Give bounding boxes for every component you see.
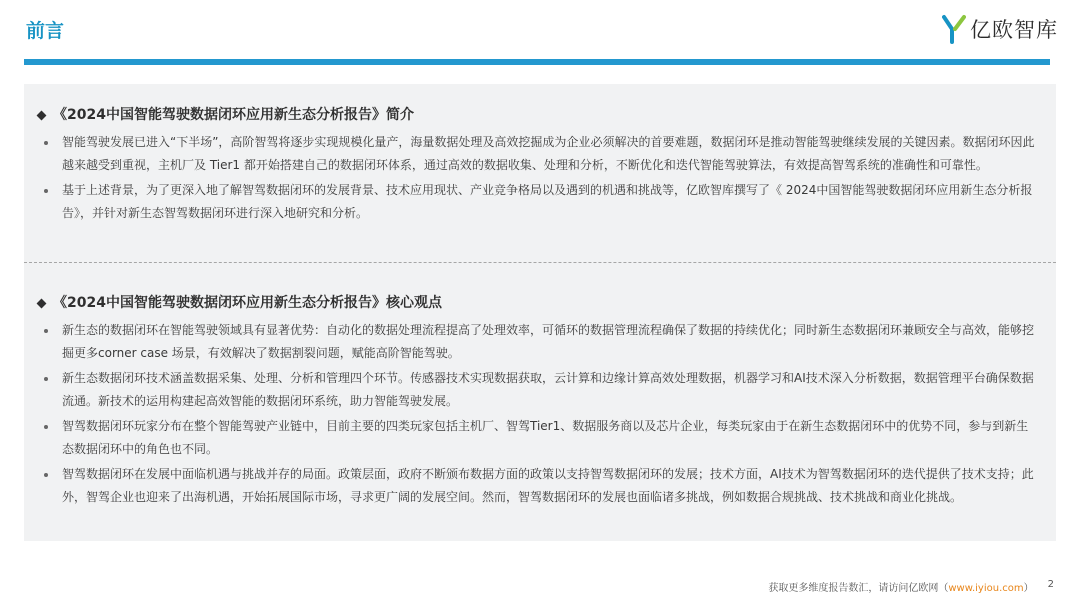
intro-section <box>24 106 1056 227</box>
diamond-bullet-icon <box>37 298 47 308</box>
list-item: 基于上述背景，为了更深入地了解智驾数据闭环的发展背景、技术应用现状、产业竞争格局以及遇到的机遇和挑战等，亿欧智库撰写了《 2024中国智能驾驶数据闭环应用新生态分析报告》，并针对新生态智驾数据闭环进行深入地研究和分析。 <box>36 179 1036 225</box>
section-heading <box>36 106 1036 124</box>
yiou-logo-icon <box>942 14 966 44</box>
footer-text-prefix: 获取更多维度报告数汇，请访问亿欧网（ <box>768 583 949 594</box>
page-number: 2 <box>1047 579 1054 590</box>
bullet-list <box>36 319 1036 509</box>
page-title: 前言 <box>26 20 65 42</box>
diamond-bullet-icon <box>37 110 47 120</box>
footer-text-suffix: ） <box>1023 583 1034 594</box>
section-divider <box>24 262 1056 263</box>
list-item: 智驾数据闭环在发展中面临机遇与挑战并存的局面。政策层面，政府不断颁布数据方面的政策以支持智驾数据闭环的发展；技术方面，AI技术为智驾数据闭环的迭代提供了技术支持；此外，智驾企业也迎来了出海机遇，开始拓展国际市场，寻求更广阔的发展空间。然而，智驾数据闭环的发展也面临诸多挑战，例如数据合规挑战、技术挑战和商业化挑战。 <box>36 463 1036 509</box>
section-heading <box>36 294 1036 312</box>
list-item: 智能驾驶发展已进入“下半场”，高阶智驾将逐步实现规模化量产，海量数据处理及高效挖掘成为企业必须解决的首要难题，数据闭环是推动智能驾驶继续发展的关键因素。数据闭环因此越来越受到重视，主机厂及 Tier1 都开始搭建自己的数据闭环体系，通过高效的数据收集、处理和分析，不断优化和迭代智能驾驶算法，有效提高智驾系统的准确性和可靠性。 <box>36 131 1036 177</box>
footer <box>768 579 1054 594</box>
header-divider <box>24 59 1050 65</box>
core-views-section <box>24 294 1056 511</box>
list-item: 新生态的数据闭环在智能驾驶领域具有显著优势：自动化的数据处理流程提高了处理效率，可循环的数据管理流程确保了数据的持续优化；同时新生态数据闭环兼顾安全与高效，能够挖掘更多corner case 场景，有效解决了数据割裂问题，赋能高阶智能驾驶。 <box>36 319 1036 365</box>
list-item: 新生态数据闭环技术涵盖数据采集、处理、分析和管理四个环节。传感器技术实现数据获取，云计算和边缘计算高效处理数据，机器学习和AI技术深入分析数据，数据管理平台确保数据流通。新技术的运用构建起高效智能的数据闭环系统，助力智能驾驶发展。 <box>36 367 1036 413</box>
list-item: 智驾数据闭环玩家分布在整个智能驾驶产业链中，目前主要的四类玩家包括主机厂、智驾Tier1、数据服务商以及芯片企业，每类玩家由于在新生态数据闭环中的优势不同，参与到新生态数据闭环中的角色也不同。 <box>36 415 1036 461</box>
section-heading-text: 《2024中国智能驾驶数据闭环应用新生态分析报告》核心观点 <box>53 295 442 311</box>
logo-text: 亿欧智库 <box>970 18 1058 42</box>
footer-link[interactable]: www.iyiou.com <box>948 583 1024 594</box>
footer-text <box>768 579 1033 594</box>
brand-logo <box>942 14 1058 44</box>
section-heading-text: 《2024中国智能驾驶数据闭环应用新生态分析报告》简介 <box>53 107 414 123</box>
content-panel <box>24 84 1056 541</box>
bullet-list <box>36 131 1036 225</box>
